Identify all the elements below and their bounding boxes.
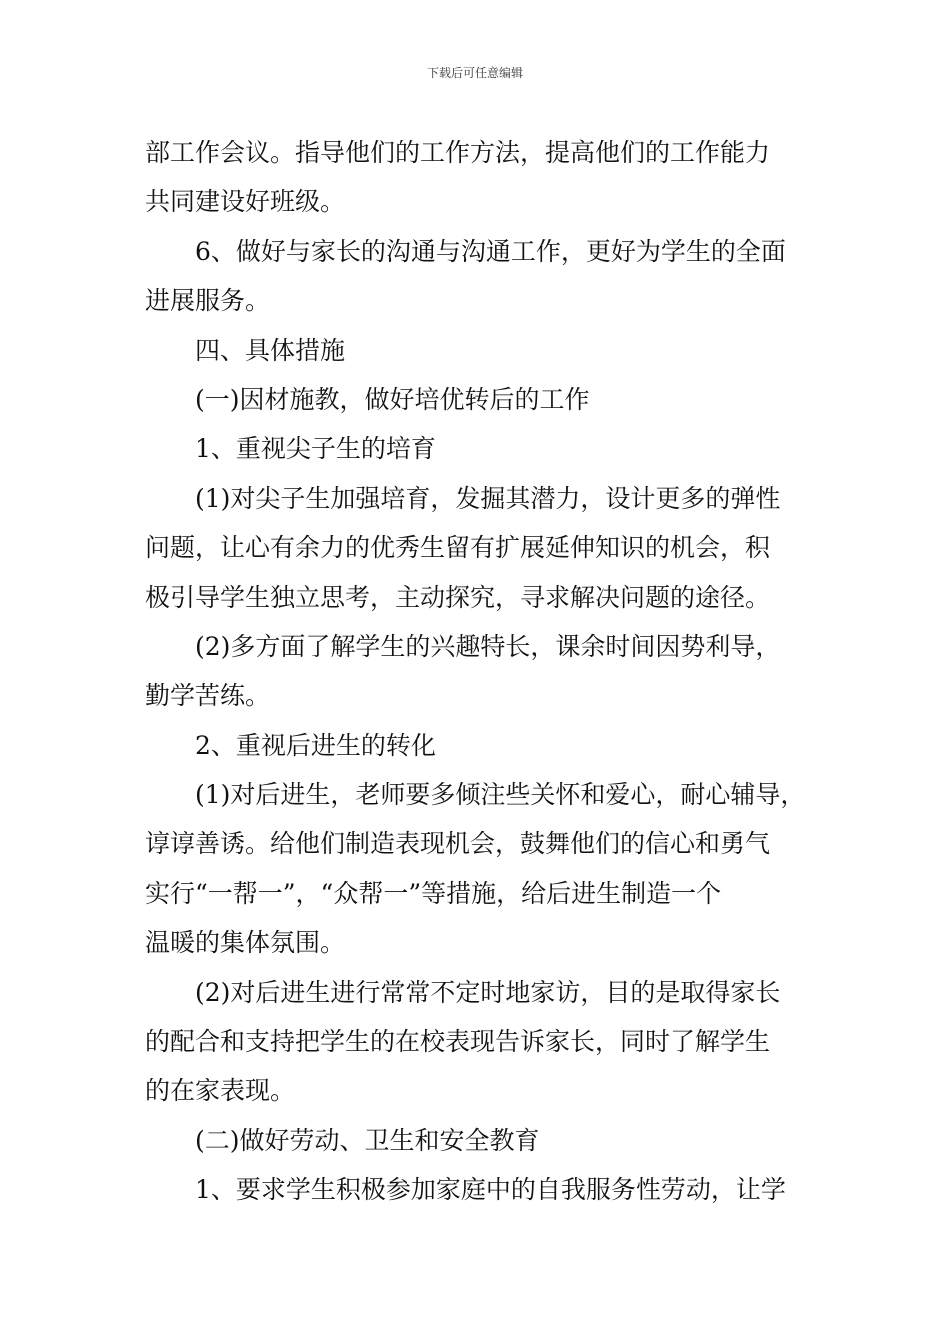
text-line: (1)对后进生，老师要多倾注些关怀和爱心，耐心辅导， [195, 780, 806, 810]
item-heading: 2、重视后进生的转化 [195, 730, 436, 760]
subsection-heading: (一)因材施教，做好培优转后的工作 [195, 384, 590, 414]
text-line: 的在家表现。 [145, 1076, 296, 1106]
subsection-heading: (二)做好劳动、卫生和安全教育 [195, 1125, 540, 1155]
text-line: 极引导学生独立思考，主动探究，寻求解决问题的途径。 [145, 582, 771, 612]
item-heading: 1、重视尖子生的培育 [195, 434, 436, 464]
text-line: 6、做好与家长的沟通与沟通工作，更好为学生的全面 [195, 236, 786, 266]
text-line: 温暖的集体氛围。 [145, 928, 346, 958]
text-line: 问题，让心有余力的优秀生留有扩展延伸知识的机会，积 [145, 533, 771, 563]
text-line: 实行“一帮一”，“众帮一”等措施，给后进生制造一个 [145, 878, 722, 908]
page-header: 下载后可任意编辑 [426, 66, 523, 80]
text-line: (2)对后进生进行常常不定时地家访，目的是取得家长 [195, 977, 781, 1007]
text-line: 的配合和支持把学生的在校表现告诉家长，同时了解学生 [145, 1027, 771, 1057]
text-line: 部工作会议。指导他们的工作方法，提高他们的工作能力 [145, 138, 771, 167]
text-line: (2)多方面了解学生的兴趣特长，课余时间因势利导， [195, 631, 781, 661]
text-line: (1)对尖子生加强培育，发掘其潜力，设计更多的弹性 [195, 483, 781, 513]
text-line: 勤学苦练。 [145, 681, 271, 711]
document-body [145, 128, 815, 1215]
text-line: 1、要求学生积极参加家庭中的自我服务性劳动，让学 [195, 1175, 786, 1205]
section-heading: 四、具体措施 [195, 335, 346, 365]
text-line: 谆谆善诱。给他们制造表现机会，鼓舞他们的信心和勇气 [145, 829, 771, 859]
text-line: 进展服务。 [145, 286, 271, 316]
text-line: 共同建设好班级。 [145, 187, 346, 217]
